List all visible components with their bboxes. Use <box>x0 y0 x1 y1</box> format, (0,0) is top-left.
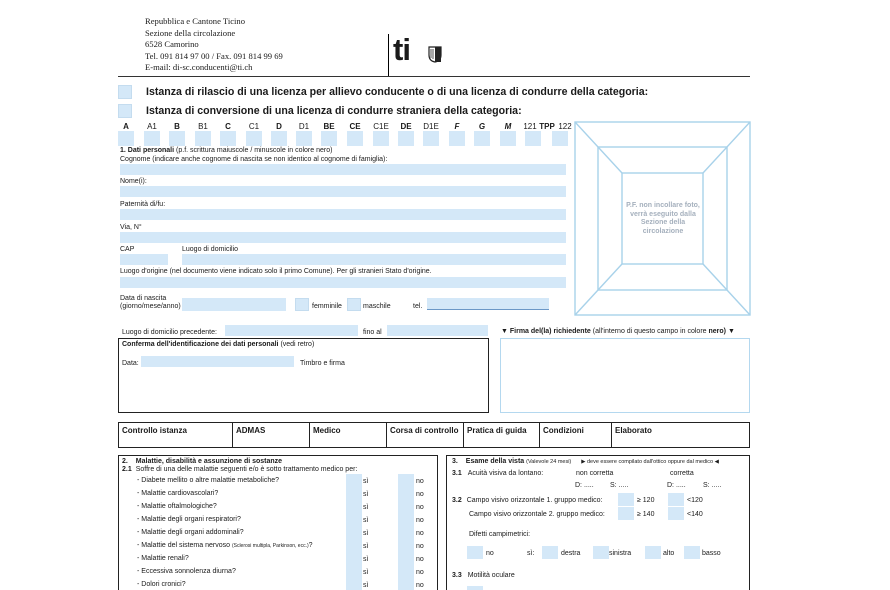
category-checkbox[interactable] <box>500 131 516 146</box>
defects-label: Difetti campimetrici: <box>469 531 531 538</box>
name-input[interactable] <box>120 186 566 197</box>
category-checkbox[interactable] <box>449 131 465 146</box>
medical-subheading <box>122 466 357 474</box>
medical-question-hint: (Sclerosi multipla, Parkinson, ecc.) <box>231 543 309 549</box>
confirmation-stamp-label: Timbro e firma <box>300 360 345 367</box>
category-label: CE <box>349 122 361 131</box>
field-120-checkbox[interactable] <box>618 493 634 506</box>
category-checkbox[interactable] <box>220 131 236 146</box>
yes-label: sì <box>363 530 369 537</box>
office-cell-processed: Elaborato <box>615 426 652 435</box>
no-label: no <box>416 569 424 576</box>
category-checkbox[interactable] <box>552 131 568 146</box>
no-label: no <box>416 543 424 550</box>
field-lt120-checkbox[interactable] <box>668 493 684 506</box>
yes-label: sì <box>363 582 369 589</box>
category-label: A <box>123 122 129 131</box>
arrow-down-icon: ▼ <box>727 328 735 335</box>
confirmation-date-input[interactable] <box>141 356 294 367</box>
no-checkbox[interactable] <box>398 565 414 578</box>
medical-question: - Malattie cardiovascolari? <box>137 490 219 497</box>
category-label: 121 <box>523 122 537 131</box>
category-label: D1E <box>423 122 439 131</box>
field-lt120-label: <120 <box>687 497 703 504</box>
yes-checkbox[interactable] <box>346 500 362 513</box>
yes-label: sì <box>363 569 369 576</box>
domicile-input[interactable] <box>182 254 566 265</box>
street-label: Via, N° <box>120 224 142 231</box>
category-label: TPP <box>539 122 555 131</box>
male-checkbox[interactable] <box>347 298 361 311</box>
category-checkbox[interactable] <box>296 131 312 146</box>
personal-heading <box>120 147 332 155</box>
defect-no-checkbox[interactable] <box>467 546 483 559</box>
category-label: B1 <box>198 122 208 131</box>
no-label: no <box>416 517 424 524</box>
uncorrected-label: non corretta <box>576 470 614 477</box>
field-label-1: Campo visivo orizzontale 1. gruppo medico: <box>466 497 603 504</box>
vision-note: ▶ deve essere compilato dall'ottico oppure dal medico ◀ <box>581 459 719 465</box>
category-label: C1E <box>373 122 389 131</box>
motility-checkbox[interactable] <box>467 586 483 590</box>
yes-checkbox[interactable] <box>346 565 362 578</box>
previous-domicile-label: Luogo di domicilio precedente: <box>122 329 217 336</box>
signature-field[interactable] <box>500 338 750 413</box>
no-checkbox[interactable] <box>398 500 414 513</box>
tel-label: tel. <box>413 303 423 310</box>
medical-question: - Malattie renali? <box>137 555 189 562</box>
category-label: BE <box>323 122 335 131</box>
defect-no-label: no <box>486 550 494 557</box>
address-line: Tel. 091 814 97 00 / Fax. 091 814 99 69 <box>145 50 283 61</box>
vision-section-number: 3. <box>452 458 458 465</box>
category-checkbox[interactable] <box>398 131 414 146</box>
medical-question: - Diabete mellito o altre malattie metaboliche? <box>137 477 280 484</box>
logo-divider <box>388 34 389 76</box>
category-checkbox[interactable] <box>347 131 363 146</box>
previous-domicile-input[interactable] <box>225 325 358 336</box>
confirmation-date-label: Data: <box>122 360 139 367</box>
birth-label <box>120 295 181 311</box>
parents-label: Paternità di/fu: <box>120 201 166 208</box>
no-checkbox[interactable] <box>398 578 414 590</box>
male-label: maschile <box>363 303 391 310</box>
address-line: Sezione della circolazione <box>145 27 236 38</box>
defect-right-checkbox[interactable] <box>542 546 558 559</box>
no-checkbox[interactable] <box>398 526 414 539</box>
yes-label: sì <box>363 517 369 524</box>
office-cell-check-drive: Corsa di controllo <box>387 423 464 447</box>
defect-top-label: alto <box>663 550 675 557</box>
previous-until-label: fino al <box>363 329 382 336</box>
medical-sub-number: 2.1 <box>122 466 132 473</box>
yes-checkbox[interactable] <box>346 487 362 500</box>
defect-bottom-label: basso <box>702 550 721 557</box>
yes-checkbox[interactable] <box>346 578 362 590</box>
medical-question: - Malattie oftalmologiche? <box>137 503 217 510</box>
defect-yes-label: sì: <box>527 550 535 557</box>
medical-question: - Malattie degli organi addominali? <box>137 529 244 536</box>
application-checkbox-2[interactable] <box>118 104 132 118</box>
photo-instructions: P.F. non incollare foto, verrà eseguito dalla Sezione della circolazione <box>626 202 700 235</box>
arrow-down-icon: ▼ <box>501 328 508 335</box>
corrected-s[interactable]: S: ..... <box>703 482 722 489</box>
office-cell-admas: ADMAS <box>233 423 310 447</box>
category-checkbox[interactable] <box>373 131 389 146</box>
origin-label: Luogo d'origine (nel documento viene indicato solo il primo Comune). Per gli stranieri Stato d'origine. <box>120 268 432 275</box>
name-label: Nome(i): <box>120 178 147 185</box>
cap-input[interactable] <box>120 254 168 265</box>
uncorrected-d[interactable]: D: ..... <box>575 482 594 489</box>
medical-question <box>137 542 313 550</box>
medical-section-title: Malattie, disabilità e assunzione di sostanze <box>135 458 283 465</box>
tel-input[interactable] <box>427 298 549 310</box>
signature-label-hint: (all'interno di questo campo in colore <box>592 328 707 335</box>
ti-logo: ti <box>393 32 410 67</box>
category-label: D1 <box>298 122 310 131</box>
confirmation-box <box>118 338 489 413</box>
category-label: DE <box>400 122 412 131</box>
defect-right-label: destra <box>561 550 581 557</box>
birth-label-line: (giorno/mese/anno) <box>120 303 181 310</box>
signature-label <box>501 328 735 336</box>
category-label: F <box>454 122 460 131</box>
no-checkbox[interactable] <box>398 539 414 552</box>
motility-label <box>452 572 515 580</box>
yes-checkbox[interactable] <box>346 539 362 552</box>
medical-heading <box>122 458 282 466</box>
category-label: G <box>478 122 486 131</box>
category-checkbox[interactable] <box>321 131 337 146</box>
surname-label: Cognome (indicare anche cognome di nascita se non identico al cognome di famiglia): <box>120 156 388 163</box>
category-checkbox[interactable] <box>169 131 185 146</box>
application-title-1: Istanza di rilascio di una licenza per allievo conducente o di una licenza di condurre della categoria: <box>146 86 649 98</box>
vision-section-title: Esame della vista <box>465 458 525 465</box>
medical-section-number: 2. <box>122 458 128 465</box>
vision-validity: (Valevole 24 mesi) <box>526 459 572 465</box>
yes-checkbox[interactable] <box>346 552 362 565</box>
yes-label: sì <box>363 556 369 563</box>
parents-input[interactable] <box>120 209 566 220</box>
birth-date-input[interactable] <box>182 298 286 311</box>
office-cell-practice: Pratica di guida <box>464 423 540 447</box>
surname-input[interactable] <box>120 164 566 175</box>
yes-label: sì <box>363 543 369 550</box>
no-checkbox[interactable] <box>398 487 414 500</box>
corrected-label: corretta <box>670 470 694 477</box>
header-address <box>145 16 395 74</box>
address-line: E-mail: di-sc.conducenti@ti.ch <box>145 62 253 72</box>
application-title-2: Istanza di conversione di una licenza di condurre straniera della categoria: <box>146 105 522 117</box>
coat-of-arms-icon <box>428 46 442 63</box>
office-cell-doctor: Medico <box>310 423 387 447</box>
office-cell-conditions: Condizioni <box>540 423 612 447</box>
defect-left-checkbox[interactable] <box>593 546 609 559</box>
defect-bottom-checkbox[interactable] <box>684 546 700 559</box>
confirmation-title <box>122 341 314 349</box>
category-checkbox[interactable] <box>525 131 541 146</box>
yes-label: sì <box>363 478 369 485</box>
no-label: no <box>416 530 424 537</box>
motility-text: Motilità oculare <box>467 572 515 579</box>
yes-checkbox[interactable] <box>346 526 362 539</box>
female-checkbox[interactable] <box>295 298 309 311</box>
signature-label-color: nero) <box>708 328 727 335</box>
application-checkbox-1[interactable] <box>118 85 132 99</box>
no-label: no <box>416 556 424 563</box>
defect-left-label: sinistra <box>609 550 632 557</box>
category-label: B <box>174 122 180 131</box>
category-checkbox[interactable] <box>423 131 439 146</box>
office-cell-control: Controllo istanza <box>119 423 233 447</box>
vision-heading <box>452 458 719 466</box>
corrected-d[interactable]: D: ..... <box>667 482 686 489</box>
header-rule <box>118 76 750 77</box>
medical-question: - Dolori cronici? <box>137 581 186 588</box>
personal-heading-hint: (p.f. scrittura maiuscole / minuscole in colore nero) <box>176 147 333 154</box>
defect-top-checkbox[interactable] <box>645 546 661 559</box>
category-checkbox[interactable] <box>195 131 211 146</box>
domicile-label: Luogo di domicilio <box>182 246 239 253</box>
category-checkbox[interactable] <box>144 131 160 146</box>
category-label: A1 <box>147 122 157 131</box>
category-checkbox[interactable] <box>474 131 490 146</box>
no-checkbox[interactable] <box>398 474 414 487</box>
address-line: Repubblica e Cantone Ticino <box>145 16 246 26</box>
yes-label: sì <box>363 504 369 511</box>
field-140-label: ≥ 140 <box>637 511 655 518</box>
signature-label-bold: Firma del(la) richiedente <box>509 328 591 335</box>
uncorrected-s[interactable]: S: ..... <box>610 482 629 489</box>
origin-input[interactable] <box>120 277 566 288</box>
personal-heading-title: 1. Dati personali <box>120 147 175 154</box>
confirmation-title-bold: Conferma dell'identificazione dei dati personali <box>122 341 279 348</box>
medical-question: - Malattie degli organi respiratori? <box>137 516 241 523</box>
medical-question: - Eccessiva sonnolenza diurna? <box>137 568 236 575</box>
female-label: femminile <box>312 303 342 310</box>
category-label: M <box>504 122 512 131</box>
no-label: no <box>416 582 424 589</box>
previous-until-input[interactable] <box>387 325 488 336</box>
no-checkbox[interactable] <box>398 513 414 526</box>
medical-sub-title: Soffre di una delle malattie seguenti e/o è sotto trattamento medico per: <box>135 466 358 473</box>
cap-label: CAP <box>120 246 135 253</box>
medical-question-text: - Malattie del sistema nervoso <box>137 542 230 549</box>
yes-label: sì <box>363 491 369 498</box>
confirmation-title-hint: (vedi retro) <box>280 341 315 348</box>
category-label: C <box>225 122 231 131</box>
field-row-1 <box>452 497 602 505</box>
no-label: no <box>416 504 424 511</box>
category-label: C1 <box>248 122 260 131</box>
field-120-label: ≥ 120 <box>637 497 655 504</box>
yes-checkbox[interactable] <box>346 474 362 487</box>
no-checkbox[interactable] <box>398 552 414 565</box>
acuity-label <box>452 470 543 478</box>
yes-checkbox[interactable] <box>346 513 362 526</box>
field-140-checkbox[interactable] <box>618 507 634 520</box>
medical-question-mark: ? <box>308 542 313 549</box>
category-checkbox[interactable] <box>118 131 134 146</box>
address-line: 6528 Camorino <box>145 39 199 49</box>
street-input[interactable] <box>120 232 566 243</box>
field-lt140-checkbox[interactable] <box>668 507 684 520</box>
no-label: no <box>416 478 424 485</box>
acuity-text: Acuità visiva da lontano: <box>467 470 544 477</box>
category-label: D <box>276 122 282 131</box>
field-lt140-label: <140 <box>687 511 703 518</box>
category-checkbox[interactable] <box>271 131 287 146</box>
category-label: 122 <box>558 122 572 131</box>
motility-number: 3.3 <box>452 572 462 579</box>
field-number: 3.2 <box>452 497 462 504</box>
category-checkbox[interactable] <box>246 131 262 146</box>
birth-label-line: Data di nascita <box>120 295 167 302</box>
acuity-number: 3.1 <box>452 470 462 477</box>
no-label: no <box>416 491 424 498</box>
field-row-2: Campo visivo orizzontale 2. gruppo medico: <box>469 511 605 518</box>
